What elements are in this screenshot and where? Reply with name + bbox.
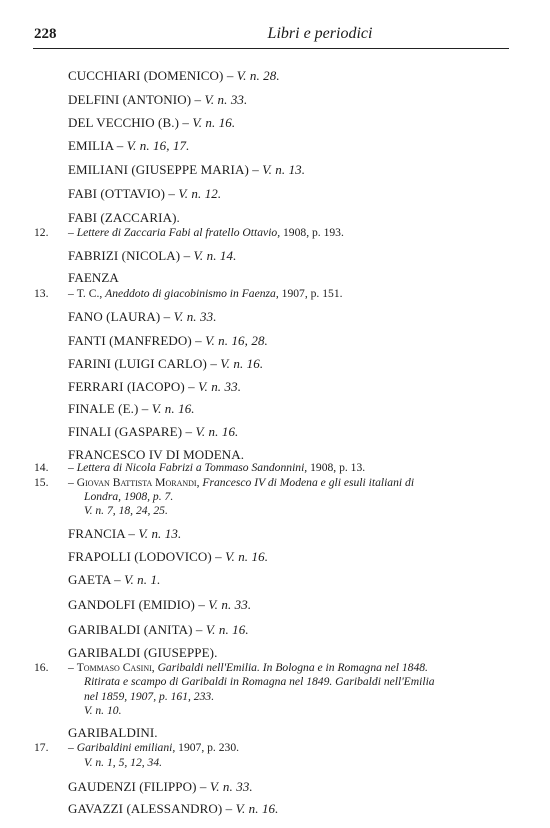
entry-continuation bbox=[84, 675, 435, 688]
heading-name: FERRARI (IACOPO) bbox=[68, 379, 185, 394]
heading-name: FABI (OTTAVIO) bbox=[68, 186, 166, 201]
entry-number: 14. bbox=[34, 461, 49, 474]
continuation-text: V. n. 1, 5, 12, 34. bbox=[84, 756, 163, 769]
cross-reference: V. n. 28. bbox=[236, 68, 280, 83]
heading-name: FRANCIA bbox=[68, 526, 126, 541]
cross-reference: V. n. 13. bbox=[262, 162, 306, 177]
index-heading bbox=[68, 138, 190, 154]
header-rule bbox=[33, 48, 509, 49]
dash: – bbox=[194, 597, 209, 612]
cross-reference: V. n. 16. bbox=[220, 356, 264, 371]
index-heading bbox=[68, 549, 268, 565]
dash: – bbox=[206, 356, 221, 371]
heading-name: FINALI (GASPARE) bbox=[68, 424, 183, 439]
cross-reference: V. n. 16. bbox=[205, 622, 249, 637]
cross-reference: V. n. 33. bbox=[198, 379, 242, 394]
dash: – bbox=[68, 461, 77, 474]
cross-reference: V. n. 33. bbox=[208, 597, 252, 612]
entry-title: Francesco IV di Modena e gli esuli italiani di bbox=[202, 476, 415, 489]
heading-name: FABRIZI (NICOLA) bbox=[68, 248, 181, 263]
heading-name: DELFINI (ANTONIO) bbox=[68, 92, 192, 107]
dash: – bbox=[125, 526, 139, 541]
entry-publication: 1907, p. 230. bbox=[175, 741, 240, 754]
continuation-text: nel 1859, 1907, p. 161, 233. bbox=[84, 690, 215, 703]
dash: – bbox=[68, 226, 77, 239]
heading-name: FAENZA bbox=[68, 270, 119, 285]
cross-reference: V. n. 33. bbox=[209, 779, 253, 794]
index-heading bbox=[68, 333, 268, 349]
cross-reference: V. n. 13. bbox=[138, 526, 182, 541]
heading-name: FABI (ZACCARIA). bbox=[68, 210, 180, 225]
cross-reference: V. n. 16. bbox=[195, 424, 239, 439]
dash: – bbox=[165, 186, 179, 201]
index-heading bbox=[68, 248, 236, 264]
index-heading bbox=[68, 526, 181, 542]
entry-continuation bbox=[84, 756, 162, 769]
heading-name: DEL VECCHIO (B.) bbox=[68, 115, 180, 130]
entry-number: 17. bbox=[34, 741, 49, 754]
entry-title: Garibaldi nell'Emilia. In Bologna e in Romagna nel 1848. bbox=[157, 661, 428, 674]
cross-reference: V. n. 1. bbox=[124, 572, 161, 587]
bibliography-entry bbox=[34, 741, 239, 754]
index-heading bbox=[68, 162, 305, 178]
cross-reference: V. n. 16, 28. bbox=[205, 333, 268, 348]
entry-title: Garibaldini emiliani, bbox=[76, 741, 176, 754]
entry-continuation bbox=[84, 704, 121, 717]
dash: – bbox=[160, 309, 174, 324]
entry-title: Lettere di Zaccaria Fabi al fratello Ottavio, bbox=[76, 226, 281, 239]
heading-name: FARINI (LUIGI CARLO) bbox=[68, 356, 207, 371]
cross-reference: V. n. 16. bbox=[225, 549, 269, 564]
heading-name: GARIBALDI (GIUSEPPE). bbox=[68, 645, 218, 660]
heading-name: EMILIA bbox=[68, 138, 114, 153]
dash: – bbox=[68, 661, 77, 674]
entry-title: Lettera di Nicola Fabrizi a Tommaso Sandonnini, bbox=[76, 461, 308, 474]
continuation-text: Ritirata e scampo di Garibaldi in Romagna nel 1849. Garibaldi nell'Emilia bbox=[84, 675, 435, 688]
index-heading bbox=[68, 725, 158, 741]
dash: – bbox=[113, 138, 127, 153]
dash: – bbox=[138, 401, 152, 416]
index-heading bbox=[68, 645, 217, 661]
entry-continuation bbox=[84, 690, 214, 703]
entry-continuation bbox=[84, 490, 173, 503]
dash: – bbox=[179, 115, 193, 130]
index-heading bbox=[68, 356, 263, 372]
index-heading bbox=[68, 572, 160, 588]
cross-reference: V. n. 14. bbox=[193, 248, 237, 263]
index-heading bbox=[68, 597, 251, 613]
dash: – bbox=[196, 779, 210, 794]
entry-number: 15. bbox=[34, 476, 49, 489]
continuation-text: Londra, 1908, p. 7. bbox=[84, 490, 174, 503]
dash: – bbox=[180, 248, 194, 263]
bibliography-entry bbox=[34, 226, 344, 239]
index-heading bbox=[68, 92, 247, 108]
dash: – bbox=[191, 333, 206, 348]
heading-name: GARIBALDI (ANITA) bbox=[68, 622, 193, 637]
cross-reference: V. n. 16, 17. bbox=[126, 138, 190, 153]
heading-name: GANDOLFI (EMIDIO) bbox=[68, 597, 195, 612]
cross-reference: V. n. 33. bbox=[173, 309, 217, 324]
dash: – bbox=[110, 572, 125, 587]
bibliography-entry bbox=[34, 287, 343, 300]
heading-name: FANO (LAURA) bbox=[68, 309, 161, 324]
bibliography-entry bbox=[34, 661, 428, 674]
dash: – bbox=[211, 549, 226, 564]
index-heading bbox=[68, 210, 180, 226]
cross-reference: V. n. 16. bbox=[235, 801, 279, 816]
index-heading bbox=[68, 779, 253, 795]
entry-author: Tommaso Casini, bbox=[76, 661, 155, 674]
heading-name: GAUDENZI (FILIPPO) bbox=[68, 779, 197, 794]
dash: – bbox=[184, 379, 199, 394]
index-heading bbox=[68, 379, 241, 395]
entry-number: 16. bbox=[34, 661, 49, 674]
continuation-text: V. n. 10. bbox=[84, 704, 122, 717]
entry-author: T. C., bbox=[76, 287, 103, 300]
continuation-text: V. n. 7, 18, 24, 25. bbox=[84, 504, 168, 517]
index-heading bbox=[68, 115, 235, 131]
running-head: Libri e periodici bbox=[267, 25, 373, 42]
entry-continuation bbox=[84, 504, 168, 517]
index-heading bbox=[68, 68, 280, 84]
cross-reference: V. n. 16. bbox=[192, 115, 236, 130]
heading-name: GARIBALDINI. bbox=[68, 725, 158, 740]
dash: – bbox=[68, 476, 77, 489]
dash: – bbox=[68, 287, 77, 300]
dash: – bbox=[222, 801, 236, 816]
heading-name: FANTI (MANFREDO) bbox=[68, 333, 192, 348]
cross-reference: V. n. 16. bbox=[151, 401, 195, 416]
entry-publication: 1908, p. 13. bbox=[307, 461, 366, 474]
index-heading bbox=[68, 801, 279, 817]
entry-publication: 1907, p. 151. bbox=[278, 287, 343, 300]
index-heading bbox=[68, 424, 238, 440]
index-heading bbox=[68, 309, 217, 325]
cross-reference: V. n. 12. bbox=[178, 186, 222, 201]
bibliography-entry bbox=[34, 461, 365, 474]
entry-number: 13. bbox=[34, 287, 49, 300]
index-heading bbox=[68, 622, 249, 638]
index-heading bbox=[68, 186, 221, 202]
dash: – bbox=[191, 92, 205, 107]
heading-name: GAETA bbox=[68, 572, 111, 587]
entry-publication: 1908, p. 193. bbox=[280, 226, 344, 239]
heading-name: FRANCESCO IV DI MODENA. bbox=[68, 447, 245, 462]
heading-name: CUCCHIARI (DOMENICO) bbox=[68, 68, 224, 83]
bibliography-entry bbox=[34, 476, 414, 489]
index-heading bbox=[68, 270, 119, 286]
dash: – bbox=[68, 741, 77, 754]
heading-name: GAVAZZI (ALESSANDRO) bbox=[68, 801, 223, 816]
heading-name: EMILIANI (GIUSEPPE MARIA) bbox=[68, 162, 249, 177]
heading-name: FRAPOLLI (LODOVICO) bbox=[68, 549, 212, 564]
entry-title: Aneddoto di giacobinismo in Faenza, bbox=[105, 287, 279, 300]
entry-number: 12. bbox=[34, 226, 49, 239]
dash: – bbox=[248, 162, 263, 177]
dash: – bbox=[192, 622, 206, 637]
dash: – bbox=[182, 424, 196, 439]
heading-name: FINALE (E.) bbox=[68, 401, 139, 416]
dash: – bbox=[223, 68, 237, 83]
cross-reference: V. n. 33. bbox=[204, 92, 248, 107]
entry-author: Giovan Battista Morandi, bbox=[76, 476, 200, 489]
page-number: 228 bbox=[34, 26, 57, 42]
index-heading bbox=[68, 401, 195, 417]
